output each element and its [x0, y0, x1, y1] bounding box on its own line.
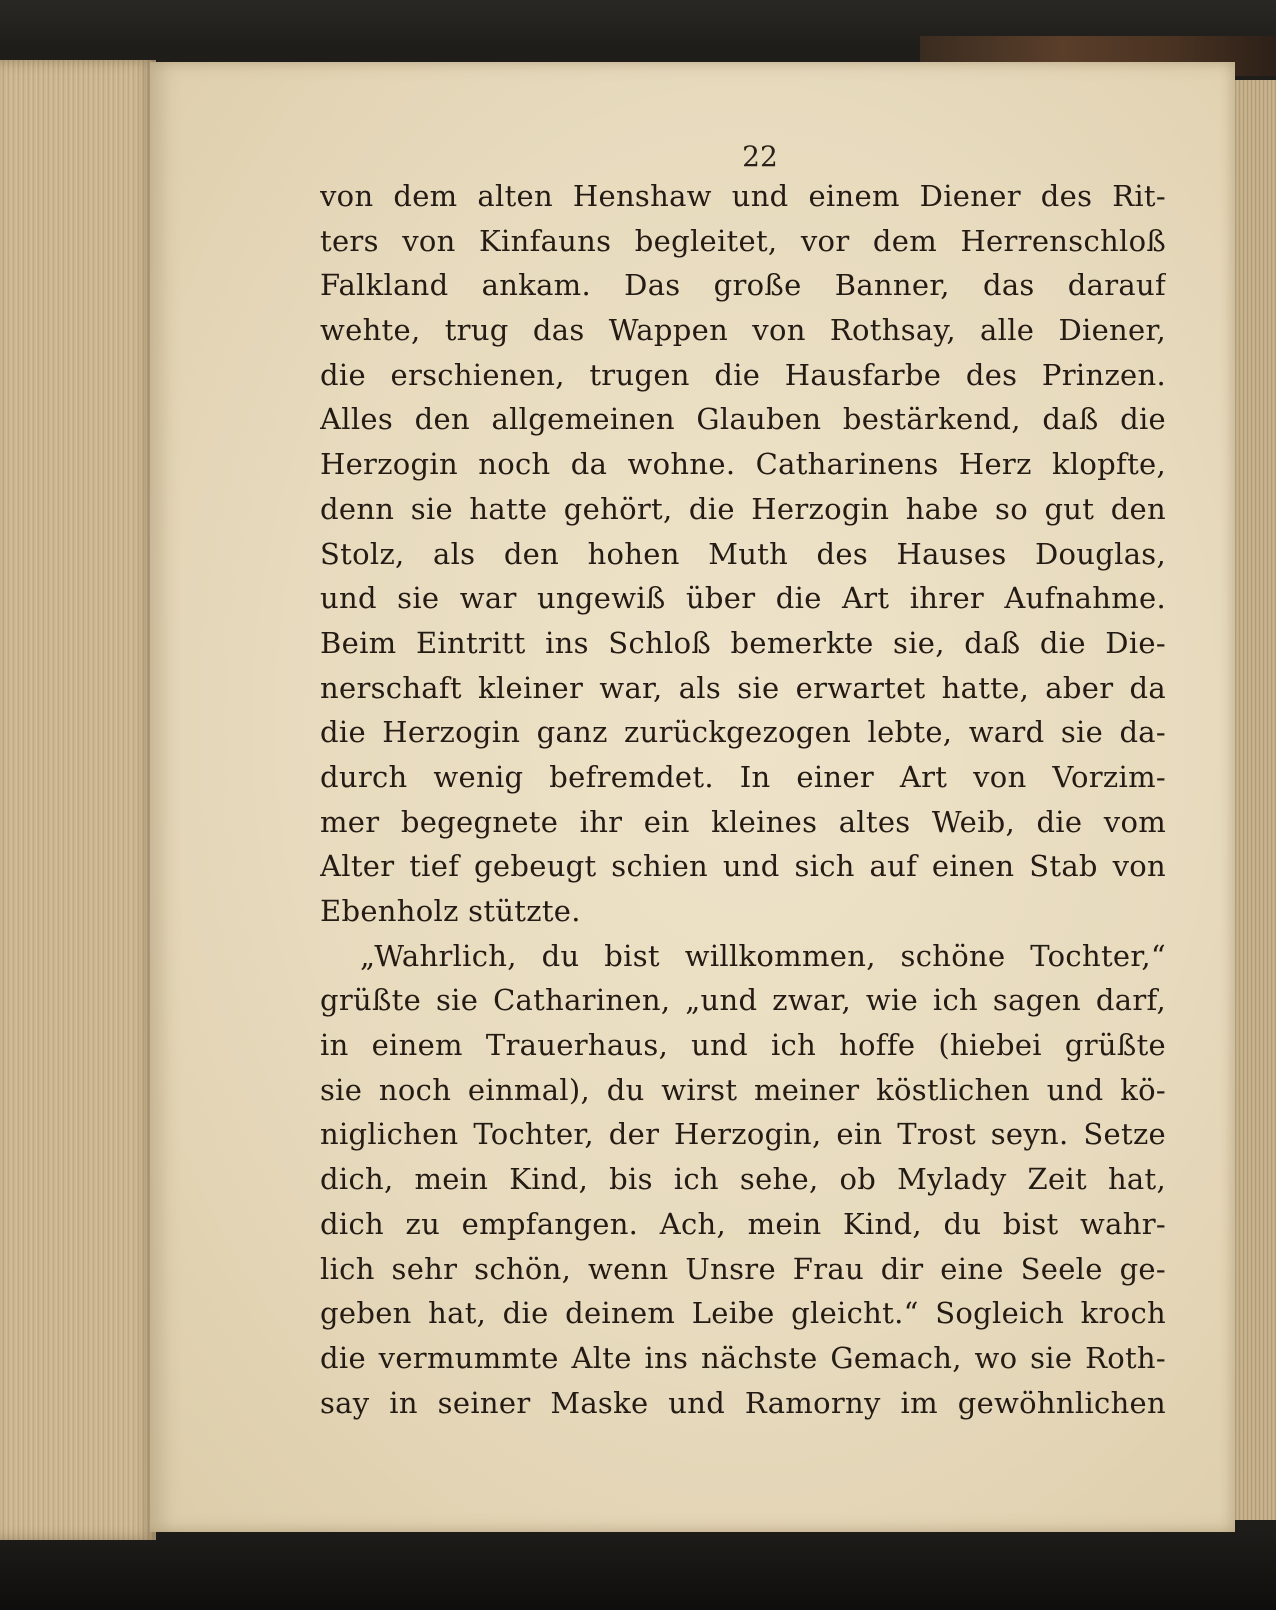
page-stack-right [1232, 80, 1276, 1520]
page-stack-left [0, 60, 156, 1540]
text-line: dich zu empfangen. Ach, mein Kind, du bist wahr- [320, 1206, 1166, 1241]
text-line: von dem alten Henshaw und einem Diener des Rit- [320, 179, 1166, 213]
text-line: wehte, trug das Wappen von Rothsay, alle Diener, [320, 313, 1166, 348]
text-line: Herzogin noch da wohne. Catharinens Herz klopfte, [320, 447, 1166, 482]
text-line: Ebenholz stützte. [320, 894, 581, 928]
text-line: nerschaft kleiner war, als sie erwartet hatte, aber da [320, 670, 1166, 705]
page-number: 22 [742, 140, 778, 173]
text-line: niglichen Tochter, der Herzogin, ein Trost seyn. Setze [320, 1117, 1166, 1152]
text-line: Alles den allgemeinen Glauben bestärkend, daß die [320, 402, 1166, 437]
text-line: sie noch einmal), du wirst meiner köstlichen und kö- [320, 1072, 1166, 1107]
text-line: die Herzogin ganz zurückgezogen lebte, ward sie da- [320, 715, 1166, 750]
text-line: geben hat, die deinem Leibe gleicht.“ Sogleich kroch [320, 1296, 1166, 1331]
text-line: die erschienen, trugen die Hausfarbe des Prinzen. [320, 357, 1166, 392]
text-line: Falkland ankam. Das große Banner, das darauf [320, 268, 1166, 303]
text-line: ters von Kinfauns begleitet, vor dem Herrenschloß [320, 223, 1166, 258]
text-line: Alter tief gebeugt schien und sich auf einen Stab von [320, 849, 1166, 884]
text-line: denn sie hatte gehört, die Herzogin habe so gut den [320, 491, 1166, 526]
text-line: Stolz, als den hohen Muth des Hauses Douglas, [320, 536, 1166, 571]
body-text [320, 174, 1166, 1425]
text-line: lich sehr schön, wenn Unsre Frau dir eine Seele ge- [320, 1251, 1166, 1286]
text-line: in einem Trauerhaus, und ich hoffe (hiebei grüßte [320, 1028, 1166, 1063]
text-line: Beim Eintritt ins Schloß bemerkte sie, daß die Die- [320, 625, 1166, 660]
text-line: dich, mein Kind, bis ich sehe, ob Mylady Zeit hat, [320, 1162, 1166, 1197]
text-line: say in seiner Maske und Ramorny im gewöhnlichen [320, 1385, 1166, 1420]
text-line: die vermummte Alte ins nächste Gemach, wo sie Roth- [320, 1340, 1166, 1375]
text-line: „Wahrlich, du bist willkommen, schöne Tochter,“ [360, 938, 1166, 973]
text-line: grüßte sie Catharinen, „und zwar, wie ich sagen darf, [320, 983, 1166, 1018]
text-line: mer begegnete ihr ein kleines altes Weib, die vom [320, 804, 1166, 839]
text-line: und sie war ungewiß über die Art ihrer Aufnahme. [320, 581, 1166, 616]
text-line: durch wenig befremdet. In einer Art von Vorzim- [320, 759, 1166, 794]
